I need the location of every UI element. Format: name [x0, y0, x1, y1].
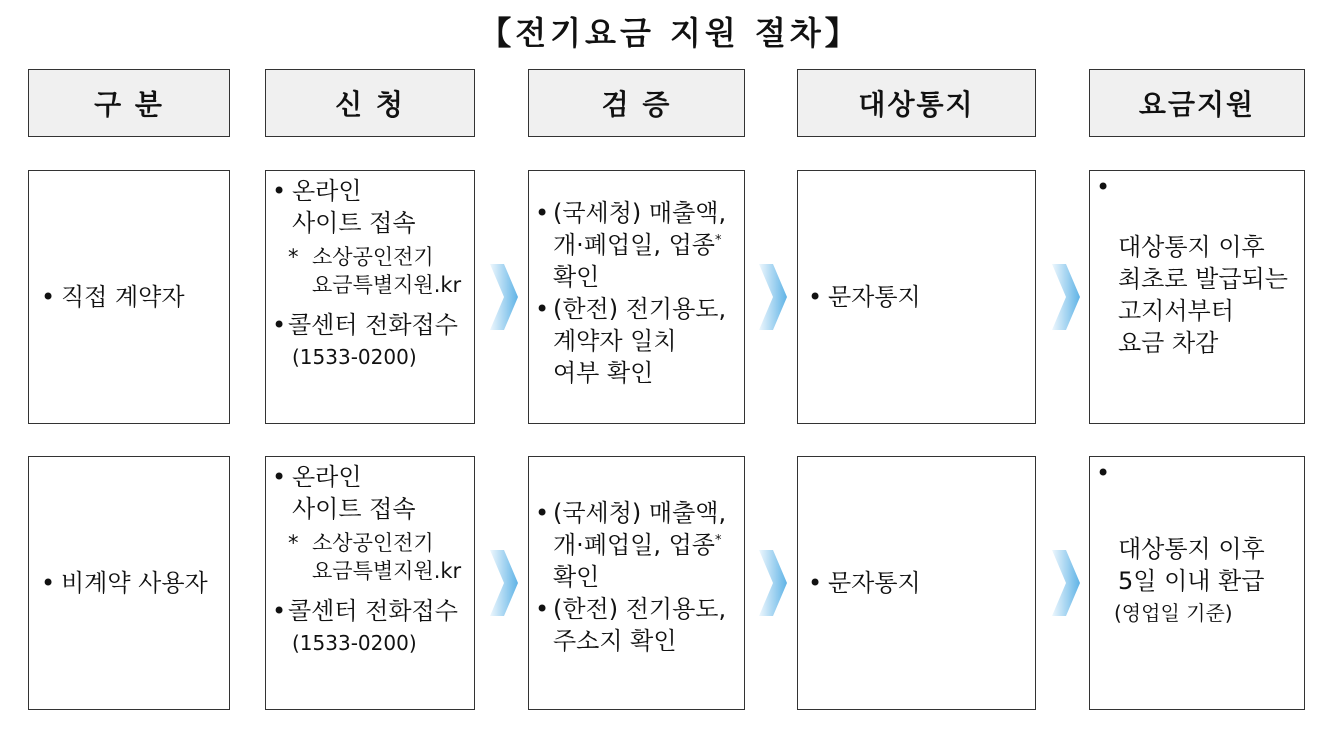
row1-support-line4: 요금 차감	[1118, 329, 1219, 357]
row2-verify-cell	[528, 456, 745, 710]
row2-arrow-notify-to-support	[1050, 548, 1082, 618]
row1-note-line1: 소상공인전기	[312, 245, 434, 269]
row1-support-item	[1090, 171, 1304, 359]
row1-verify-item1-sup: *	[715, 233, 722, 248]
row2-support-cell	[1089, 456, 1305, 710]
row1-verify-item1-line1: • (국세청) 매출액,	[553, 199, 727, 227]
row2-verify-item2-line1: • (한전) 전기용도,	[553, 595, 727, 623]
row2-online-line1: • 온라인	[292, 463, 362, 491]
row2-online-line2: 사이트 접속	[292, 495, 416, 523]
row2-note-line1: 소상공인전기	[312, 531, 434, 555]
row1-site-note	[266, 243, 474, 299]
row1-arrow-verify-to-notify	[757, 262, 789, 332]
row1-online-line2: 사이트 접속	[292, 209, 416, 237]
row2-note-line2: 요금특별지원.kr	[312, 559, 462, 583]
diagram-title: 【전기요금 지원 절차】	[479, 14, 861, 52]
row1-category: • 직접 계약자	[35, 281, 185, 313]
row2-call-line1: • 콜센터 전화접수	[288, 597, 458, 625]
row2-verify-item1-line3: 확인	[553, 563, 600, 591]
header-apply: 신 청	[265, 69, 475, 137]
row1-verify-item2-line2: 계약자 일치	[553, 327, 677, 355]
row2-support-line2: 5일 이내 환급	[1118, 567, 1265, 595]
row1-support-line3: 고지서부터	[1118, 297, 1234, 325]
row2-arrow-verify-to-notify	[757, 548, 789, 618]
row1-support-line1: • 대상통지 이후	[1118, 233, 1265, 261]
row2-support-line1: • 대상통지 이후	[1118, 535, 1265, 563]
row1-online-item	[266, 175, 474, 239]
row1-verify-item1-line3: 확인	[553, 263, 600, 291]
row2-notify: • 문자통지	[802, 567, 921, 599]
row2-verify-item2	[529, 593, 744, 657]
row2-arrow-apply-to-verify	[488, 548, 520, 618]
row1-verify-item1-line2: 개·폐업일, 업종	[553, 231, 715, 259]
row1-category-cell	[28, 170, 230, 424]
row1-arrow-notify-to-support	[1050, 262, 1082, 332]
row1-verify-cell	[528, 170, 745, 424]
row1-call-item	[266, 309, 474, 373]
row2-apply-cell	[265, 456, 475, 710]
row1-verify-item1	[529, 197, 744, 293]
row1-notify-cell	[797, 170, 1036, 424]
row1-verify-item2-line1: • (한전) 전기용도,	[553, 295, 727, 323]
row1-call-line2: (1533-0200)	[292, 345, 417, 369]
row2-verify-item1-line2: 개·폐업일, 업종	[553, 531, 715, 559]
row1-notify: • 문자통지	[802, 281, 921, 313]
row1-note-star: *	[288, 245, 299, 269]
header-verify: 검 증	[528, 69, 745, 137]
row1-support-line2: 최초로 발급되는	[1118, 265, 1288, 293]
header-notify: 대상통지	[797, 69, 1036, 137]
row2-verify-item2-line2: 주소지 확인	[553, 627, 677, 655]
header-support: 요금지원	[1089, 69, 1305, 137]
row2-support-line3: (영업일 기준)	[1114, 601, 1233, 625]
row2-support-item	[1090, 457, 1304, 629]
row2-online-item	[266, 461, 474, 525]
row2-verify-item1	[529, 497, 744, 593]
row2-verify-item1-line1: • (국세청) 매출액,	[553, 499, 727, 527]
row2-note-star: *	[288, 531, 299, 555]
row1-online-line1: • 온라인	[292, 177, 362, 205]
row2-notify-cell	[797, 456, 1036, 710]
row1-call-line1: • 콜센터 전화접수	[288, 311, 458, 339]
row1-support-cell	[1089, 170, 1305, 424]
row2-category-cell	[28, 456, 230, 710]
row1-apply-cell	[265, 170, 475, 424]
row1-verify-item2-line3: 여부 확인	[553, 359, 654, 387]
row1-verify-item2	[529, 293, 744, 389]
row2-call-item	[266, 595, 474, 659]
row2-verify-item1-sup: *	[715, 533, 722, 548]
row2-category: • 비계약 사용자	[35, 567, 208, 599]
row1-note-line2: 요금특별지원.kr	[312, 273, 462, 297]
row1-arrow-apply-to-verify	[488, 262, 520, 332]
row2-call-line2: (1533-0200)	[292, 631, 417, 655]
header-category: 구 분	[28, 69, 230, 137]
row2-site-note	[266, 529, 474, 585]
